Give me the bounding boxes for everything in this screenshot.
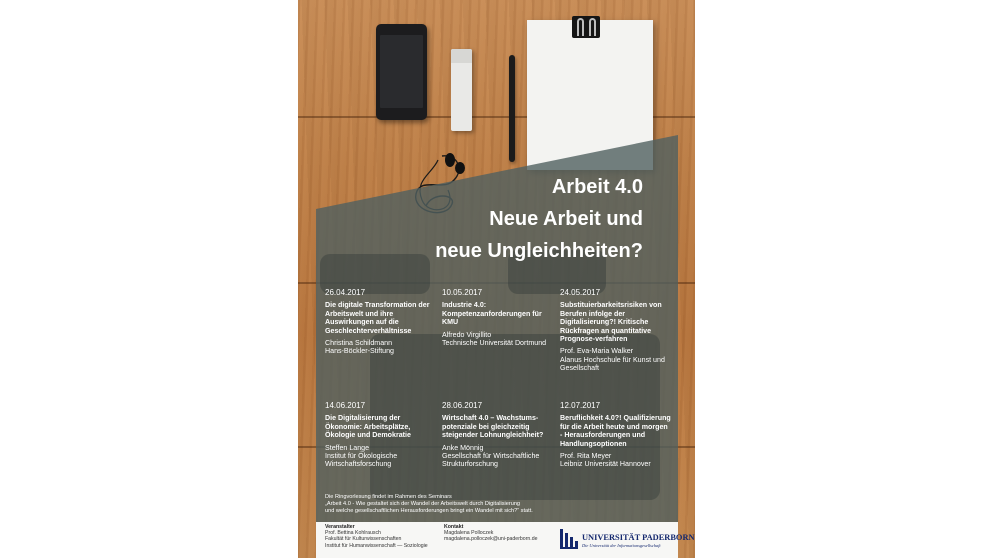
organizer-line: Institut für Humanwissenschaft — Soziologie xyxy=(325,542,428,549)
event-3 xyxy=(560,289,672,373)
event-1 xyxy=(325,289,437,356)
organizer-line: Fakultät für Kulturwissenschaften xyxy=(325,536,402,543)
university-logo-mark-icon xyxy=(560,527,578,549)
event-institution: Technische Universität Dortmund xyxy=(442,339,547,348)
binder-clip-image xyxy=(572,16,600,38)
event-speaker: Steffen Lange xyxy=(325,443,370,452)
university-logo xyxy=(560,525,695,555)
poster-subtitle-line1: Neue Arbeit und xyxy=(489,208,643,230)
university-logo-title: UNIVERSITÄT PADERBORN xyxy=(582,533,695,542)
event-2 xyxy=(442,289,554,347)
smartphone-image xyxy=(376,24,427,120)
power-bank-image xyxy=(451,49,472,131)
event-title: Wirtschaft 4.0 – Wachstums-potenziale bei gleichzeitig steigender Lohnungleichheit? xyxy=(442,414,544,440)
contact-block xyxy=(444,524,538,543)
event-date: 24.05.2017 xyxy=(560,288,601,297)
pen-image xyxy=(509,55,515,162)
event-date: 26.04.2017 xyxy=(325,288,366,297)
event-speaker: Prof. Rita Meyer xyxy=(560,452,612,461)
contact-email: magdalena.polloczek@uni-paderborn.de xyxy=(444,536,538,543)
university-logo-subtitle: Die Universität der Informationsgesellschaft xyxy=(582,543,661,548)
seminar-intro xyxy=(325,494,665,515)
event-date: 12.07.2017 xyxy=(560,401,601,410)
organizer-block xyxy=(325,524,428,549)
poster-footer xyxy=(316,522,695,558)
poster-title: Arbeit 4.0 xyxy=(551,176,643,198)
event-title: Die digitale Transformation der Arbeitswelt und ihre Auswirkungen auf die Geschlechterverhältnisse xyxy=(325,301,430,335)
organizer-line: Prof. Bettina Kohlrausch xyxy=(325,530,381,537)
event-title: Die Digitalisierung der Ökonomie: Arbeitsplätze, Ökologie und Demokratie xyxy=(325,414,411,440)
event-title: Beruflichkeit 4.0?! Qualifizierung für die Arbeit heute und morgen - Herausforderungen und Handlungsoptionen xyxy=(560,414,671,448)
organizer-heading: Veranstalter xyxy=(325,524,355,530)
event-poster xyxy=(298,0,695,558)
event-6 xyxy=(560,402,672,469)
event-5 xyxy=(442,402,554,469)
event-institution: Gesellschaft für Wirtschaftliche Strukturforschung xyxy=(442,452,540,469)
event-date: 14.06.2017 xyxy=(325,401,366,410)
contact-heading: Kontakt xyxy=(444,524,464,530)
contact-name: Magdalena Polloczek xyxy=(444,530,494,537)
event-institution: Alanus Hochschule für Kunst und Gesellschaft xyxy=(560,355,665,373)
intro-line: und welche gesellschaftlichen Herausforderungen bringt ein Wandel mit sich?“ statt. xyxy=(325,508,533,514)
event-institution: Institut für Ökologische Wirtschaftsforschung xyxy=(325,452,398,469)
event-speaker: Alfredo Virgillito xyxy=(442,330,492,339)
event-title: Industrie 4.0: Kompetenzanforderungen für KMU xyxy=(442,301,542,327)
event-date: 28.06.2017 xyxy=(442,401,483,410)
event-title: Substituierbarkeitsrisiken von Berufen infolge der Digitalisierung?! Kritische Rückfragen an quantitative Prognose-verfahren xyxy=(560,301,662,344)
event-speaker: Prof. Eva-Maria Walker xyxy=(560,347,634,356)
event-institution: Hans-Böckler-Stiftung xyxy=(325,347,394,356)
event-institution: Leibniz Universität Hannover xyxy=(560,460,651,469)
intro-line: „Arbeit 4.0 - Wie gestaltet sich der Wandel der Arbeitswelt durch Digitalisierung xyxy=(325,501,521,507)
event-date: 10.05.2017 xyxy=(442,288,483,297)
event-speaker: Anke Mönnig xyxy=(442,443,484,452)
intro-line: Die Ringvorlesung findet im Rahmen des Seminars xyxy=(325,494,452,500)
event-4 xyxy=(325,402,437,469)
event-speaker: Christina Schildmann xyxy=(325,339,393,348)
poster-subtitle-line2: neue Ungleichheiten? xyxy=(435,240,643,262)
